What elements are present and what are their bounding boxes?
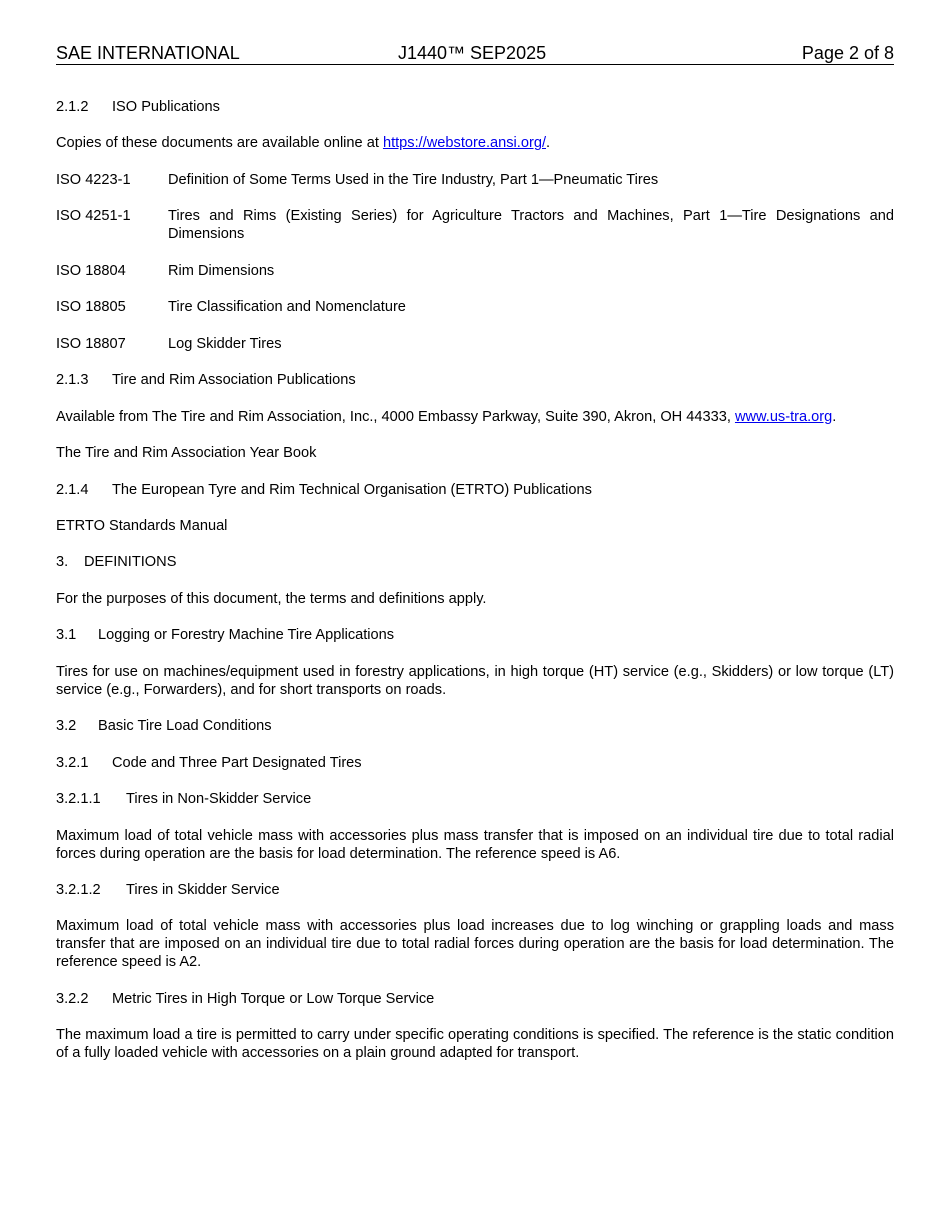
- section-3-2-1-2-paragraph: Maximum load of total vehicle mass with accessories plus load increases due to log winching or grappling loads and mass transfer that are imposed on an individual tire due to total radial forces during operation are the basis for load determination. The reference speed is A2.: [56, 918, 894, 970]
- section-2-1-3-heading: [56, 371, 894, 389]
- section-3-2-2-paragraph: The maximum load a tire is permitted to carry under specific operating conditions is specified. The reference is the static condition of a fully loaded vehicle with accessories on a plain ground adapted for transport.: [56, 1027, 894, 1061]
- tra-availability-paragraph: [56, 408, 894, 426]
- section-number: 3.: [56, 554, 69, 570]
- reference-row-iso-18807: [56, 335, 894, 353]
- header-doc-id: J1440™ SEP2025: [398, 43, 547, 63]
- header-page-number: Page 2 of 8: [801, 43, 894, 63]
- section-3-2-2-heading: [56, 990, 894, 1008]
- section-title: Logging or Forestry Machine Tire Applications: [98, 627, 395, 643]
- reference-code: ISO 18807: [56, 336, 126, 352]
- section-number: 3.1: [56, 627, 77, 643]
- reference-code: ISO 4251-1: [56, 208, 131, 224]
- section-title: Tires in Skidder Service: [126, 882, 280, 898]
- section-3-1-paragraph: Tires for use on machines/equipment used in forestry applications, in high torque (HT) service (e.g., Skidders) or low torque (LT) service (e.g., Forwarders), and for short transports on roads.: [56, 664, 894, 698]
- reference-code: ISO 18805: [56, 299, 126, 315]
- section-3-2-heading: [56, 717, 894, 735]
- reference-title: Definition of Some Terms Used in the Tire Industry, Part 1—Pneumatic Tires: [168, 172, 659, 188]
- tra-availability-suffix: .: [832, 409, 837, 425]
- section-title: DEFINITIONS: [84, 554, 177, 570]
- section-number: 3.2.1: [56, 755, 89, 771]
- header-org: SAE INTERNATIONAL: [56, 43, 240, 63]
- section-3-heading: [56, 553, 894, 571]
- section-number: 2.1.3: [56, 372, 89, 388]
- reference-title: Tire Classification and Nomenclature: [168, 299, 406, 315]
- reference-row-iso-4223-1: [56, 171, 894, 189]
- section-3-1-heading: [56, 626, 894, 644]
- section-title: Code and Three Part Designated Tires: [112, 755, 362, 771]
- section-number: 2.1.4: [56, 482, 89, 498]
- reference-code: ISO 18804: [56, 263, 126, 279]
- reference-row-iso-4251-1: [56, 207, 894, 243]
- section-number: 3.2.1.1: [56, 791, 101, 807]
- tra-availability-text: Available from The Tire and Rim Association, Inc., 4000 Embassy Parkway, Suite 390, Akron, OH 44333,: [56, 409, 735, 425]
- reference-title: Tires and Rims (Existing Series) for Agriculture Tractors and Machines, Part 1—Tire Designations and Dimensions: [168, 208, 894, 242]
- iso-availability-text: Copies of these documents are available online at: [56, 135, 383, 151]
- tra-website-link[interactable]: www.us-tra.org: [734, 409, 833, 425]
- reference-row-iso-18805: [56, 298, 894, 316]
- reference-title: Log Skidder Tires: [168, 336, 282, 352]
- section-title: Basic Tire Load Conditions: [98, 718, 272, 734]
- tra-year-book-reference: The Tire and Rim Association Year Book: [56, 445, 317, 461]
- section-title: Metric Tires in High Torque or Low Torque Service: [112, 991, 435, 1007]
- reference-code: ISO 4223-1: [56, 172, 131, 188]
- section-number: 3.2.1.2: [56, 882, 101, 898]
- section-title: The European Tyre and Rim Technical Organisation (ETRTO) Publications: [112, 482, 592, 498]
- section-2-1-2-heading: [56, 98, 894, 116]
- section-3-2-1-1-heading: [56, 790, 894, 808]
- section-3-2-1-1-paragraph: Maximum load of total vehicle mass with accessories plus mass transfer that is imposed on an individual tire due to total radial forces during operation are the basis for load determination. The reference speed is A6.: [56, 828, 894, 862]
- iso-availability-paragraph: [56, 134, 894, 152]
- section-number: 2.1.2: [56, 99, 89, 115]
- reference-row-iso-18804: [56, 262, 894, 280]
- section-3-2-1-heading: [56, 754, 894, 772]
- section-title: Tires in Non-Skidder Service: [126, 791, 312, 807]
- definitions-intro-paragraph: For the purposes of this document, the terms and definitions apply.: [56, 591, 487, 607]
- iso-availability-suffix: .: [546, 135, 551, 151]
- section-title: ISO Publications: [112, 99, 220, 115]
- section-title: Tire and Rim Association Publications: [112, 372, 356, 388]
- section-2-1-4-heading: [56, 481, 894, 499]
- reference-title: Rim Dimensions: [168, 263, 275, 279]
- section-number: 3.2: [56, 718, 77, 734]
- section-number: 3.2.2: [56, 991, 89, 1007]
- section-3-2-1-2-heading: [56, 881, 894, 899]
- page-header: [56, 42, 894, 65]
- etrto-standards-manual-reference: ETRTO Standards Manual: [56, 518, 228, 534]
- ansi-webstore-link[interactable]: https://webstore.ansi.org/: [382, 135, 546, 151]
